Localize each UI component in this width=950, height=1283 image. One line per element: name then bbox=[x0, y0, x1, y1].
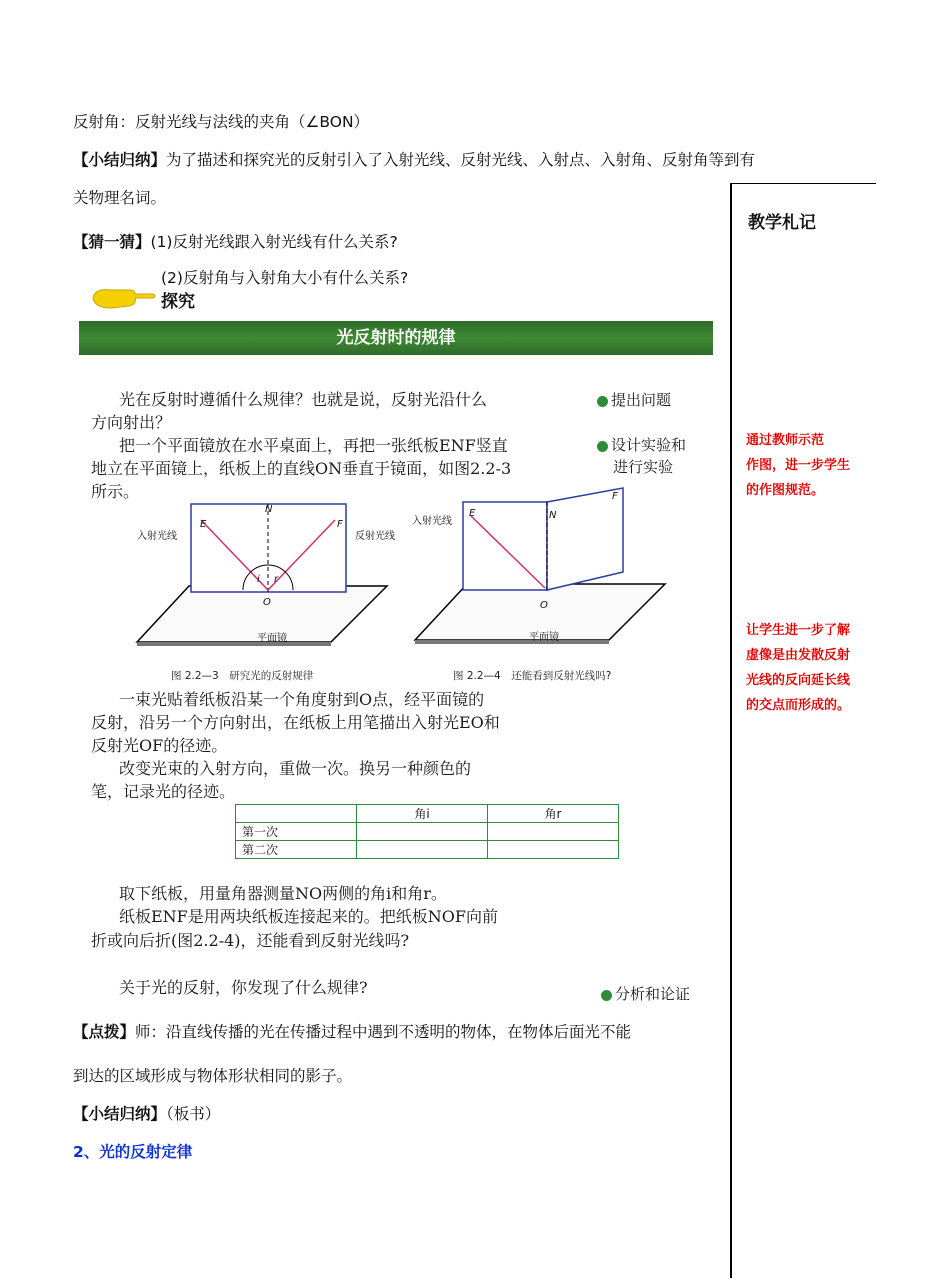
table-header-cell bbox=[236, 805, 357, 823]
green-dot-icon bbox=[597, 441, 608, 452]
table-cell bbox=[357, 823, 488, 841]
scan-paragraph-1b: 方向射出？ bbox=[91, 413, 172, 432]
fig2-label-E: E bbox=[469, 508, 476, 519]
summary2-text: （板书） bbox=[166, 1105, 221, 1123]
margin-note-2-line-4: 的交点而形成的。 bbox=[746, 698, 851, 713]
fig1-mirror-label: 平面镜 bbox=[257, 633, 287, 644]
guess-question-1: (1)反射光线跟入射光线有什么关系? bbox=[150, 233, 398, 251]
summary2-paragraph bbox=[73, 1102, 220, 1124]
table-cell: 第一次 bbox=[236, 823, 357, 841]
side-label-analysis: 分析和论证 bbox=[601, 983, 690, 1004]
banner-title: 光反射时的规律 bbox=[336, 328, 456, 348]
fig1-reflected-label: 反射光线 bbox=[355, 531, 395, 542]
table-header-cell: 角i bbox=[357, 805, 488, 823]
fig2-mirror-label: 平面镜 bbox=[529, 632, 559, 643]
margin-note-1-line-2: 作图，进一步学生 bbox=[746, 458, 851, 473]
textbook-scan bbox=[79, 284, 719, 1006]
pointing-hand-icon bbox=[89, 284, 159, 314]
fig1-label-E: E bbox=[200, 519, 207, 530]
tip-tag: 【点拨】 bbox=[73, 1023, 136, 1041]
scan-paragraph-5: 取下纸板，用量角器测量NO两侧的角i和角r。 bbox=[119, 884, 447, 903]
table-row bbox=[236, 823, 619, 841]
margin-title: 教学札记 bbox=[748, 213, 816, 233]
table-cell: 第二次 bbox=[236, 841, 357, 859]
fig2-label-O: O bbox=[540, 600, 548, 611]
summary-continuation: 关物理名词。 bbox=[73, 189, 167, 207]
scan-paragraph-2b: 地立在平面镜上，纸板上的直线ON垂直于镜面，如图2.2-3 bbox=[91, 459, 512, 478]
margin-note-1 bbox=[746, 428, 874, 503]
table-header-row bbox=[236, 805, 619, 823]
margin-note-1-line-1: 通过教师示范 bbox=[746, 433, 825, 448]
summary-paragraph bbox=[73, 148, 755, 170]
angle-record-table bbox=[235, 804, 619, 859]
tip-paragraph bbox=[73, 1020, 631, 1042]
side-label-experiment: 设计实验和 bbox=[597, 434, 686, 455]
explore-label: 探究 bbox=[161, 292, 195, 312]
text-line-reflection-angle: 反射角：反射光线与法线的夹角（∠BON） bbox=[73, 113, 370, 131]
fig1-label-i: i bbox=[257, 574, 260, 585]
fig1-label-F: F bbox=[337, 519, 343, 530]
summary-tag: 【小结归纳】 bbox=[73, 151, 167, 169]
fig1-caption: 图 2.2—3 研究光的反射规律 bbox=[171, 670, 314, 682]
margin-note-2-line-3: 光线的反向延长线 bbox=[746, 673, 851, 688]
scan-paragraph-3a: 一束光贴着纸板沿某一个角度射到O点，经平面镜的 bbox=[119, 690, 485, 709]
scan-paragraph-6b: 折或向后折(图2.2-4)，还能看到反射光线吗? bbox=[91, 931, 410, 950]
margin-column bbox=[730, 183, 876, 1278]
table-cell bbox=[488, 841, 619, 859]
green-dot-icon bbox=[601, 990, 612, 1001]
side-label-experiment-2: 进行实验 bbox=[613, 458, 674, 476]
summary2-tag: 【小结归纳】 bbox=[73, 1105, 167, 1123]
summary-text: 为了描述和探究光的反射引入了入射光线、反射光线、入射点、入射角、反射角等到有 bbox=[166, 151, 756, 169]
guess-paragraph bbox=[73, 230, 398, 252]
scan-paragraph-4a: 改变光束的入射方向，重做一次。换另一种颜色的 bbox=[119, 759, 472, 778]
fig1-label-N: N bbox=[265, 504, 273, 515]
table-cell bbox=[357, 841, 488, 859]
table-row bbox=[236, 841, 619, 859]
fig1-label-r: r bbox=[274, 574, 279, 585]
margin-note-1-line-3: 的作图规范。 bbox=[746, 483, 825, 498]
scan-paragraph-6a: 纸板ENF是用两块纸板连接起来的。把纸板NOF向前 bbox=[119, 907, 499, 926]
fig2-label-N: N bbox=[549, 510, 557, 521]
scan-paragraph-3b: 反射，沿另一个方向射出，在纸板上用笔描出入射光EO和 bbox=[91, 713, 500, 732]
table-header-cell: 角r bbox=[488, 805, 619, 823]
table-cell bbox=[488, 823, 619, 841]
fig1-label-O: O bbox=[263, 597, 271, 608]
scan-paragraph-2a: 把一个平面镜放在水平桌面上，再把一张纸板ENF竖直 bbox=[119, 436, 508, 455]
tip-text: 师：沿直线传播的光在传播过程中遇到不透明的物体，在物体后面光不能 bbox=[135, 1023, 632, 1041]
margin-note-2-line-1: 让学生进一步了解 bbox=[746, 623, 851, 638]
fig2-label-F: F bbox=[612, 491, 618, 502]
scan-paragraph-2c: 所示。 bbox=[91, 482, 140, 501]
side-label-question: 提出问题 bbox=[597, 389, 671, 410]
guess-tag: 【猜一猜】 bbox=[73, 233, 151, 251]
scan-paragraph-7: 关于光的反射，你发现了什么规律? bbox=[119, 978, 368, 997]
guess-question-2: (2)反射角与入射角大小有什么关系? bbox=[161, 269, 409, 287]
scan-paragraph-1a: 光在反射时遵循什么规律？也就是说，反射光沿什么 bbox=[119, 390, 488, 409]
scan-paragraph-4b: 笔，记录光的径迹。 bbox=[91, 782, 236, 801]
fig2-caption: 图 2.2—4 还能看到反射光线吗? bbox=[453, 670, 612, 682]
green-dot-icon bbox=[597, 396, 608, 407]
section-heading: 2、光的反射定律 bbox=[73, 1143, 193, 1161]
fig2-incident-label: 入射光线 bbox=[412, 516, 452, 527]
tip-continuation: 到达的区域形成与物体形状相同的影子。 bbox=[73, 1067, 353, 1085]
fig1-incident-label: 入射光线 bbox=[137, 531, 177, 542]
margin-note-2-line-2: 虚像是由发散反射 bbox=[746, 648, 851, 663]
scan-paragraph-3c: 反射光OF的径迹。 bbox=[91, 736, 228, 755]
margin-note-2 bbox=[746, 618, 874, 718]
